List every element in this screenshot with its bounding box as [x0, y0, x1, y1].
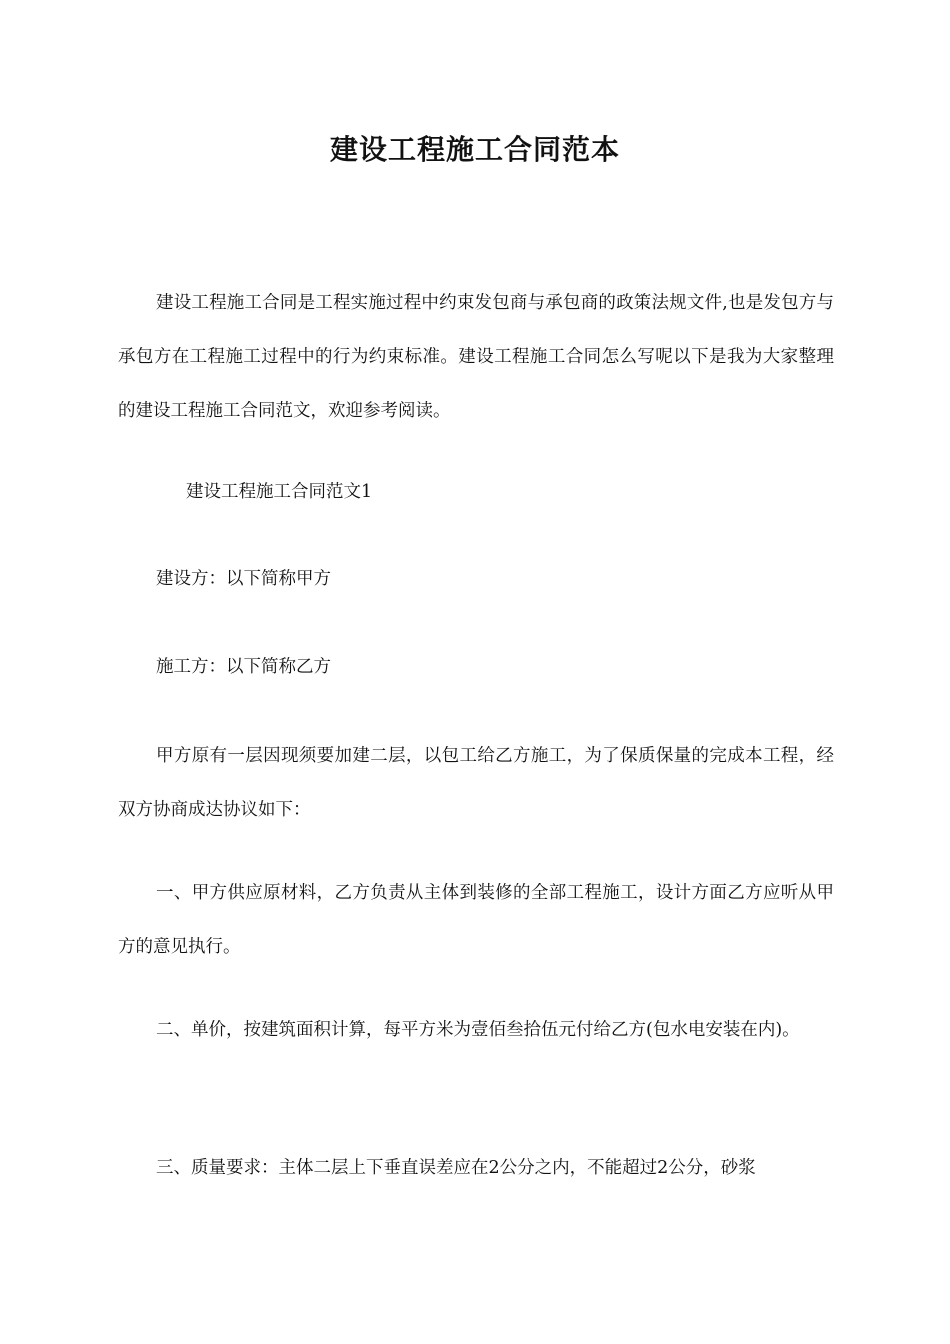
clause-1-paragraph: 一、甲方供应原材料，乙方负责从主体到装修的全部工程施工，设计方面乙方应听从甲方的意见执行。	[118, 883, 834, 957]
preamble-paragraph: 甲方原有一层因现须要加建二层，以包工给乙方施工，为了保质保量的完成本工程，经双方协商成达协议如下：	[118, 746, 834, 820]
document-title: 建设工程施工合同范本	[329, 133, 620, 166]
clause-3-paragraph: 三、质量要求：主体二层上下垂直误差应在2公分之内，不能超过2公分，砂浆	[156, 1158, 756, 1178]
party-a-line: 建设方：以下简称甲方	[156, 569, 331, 589]
party-b-line: 施工方：以下简称乙方	[156, 657, 331, 677]
clause-2-paragraph: 二、单价，按建筑面积计算，每平方米为壹佰叁拾伍元付给乙方(包水电安装在内)。	[156, 1020, 800, 1040]
sample-heading: 建设工程施工合同范文1	[186, 482, 373, 502]
intro-paragraph: 建设工程施工合同是工程实施过程中约束发包商与承包商的政策法规文件,也是发包方与承包方在工程施工过程中的行为约束标准。建设工程施工合同怎么写呢以下是我为大家整理的建设工程施工合同范文，欢迎参考阅读。	[118, 293, 834, 421]
